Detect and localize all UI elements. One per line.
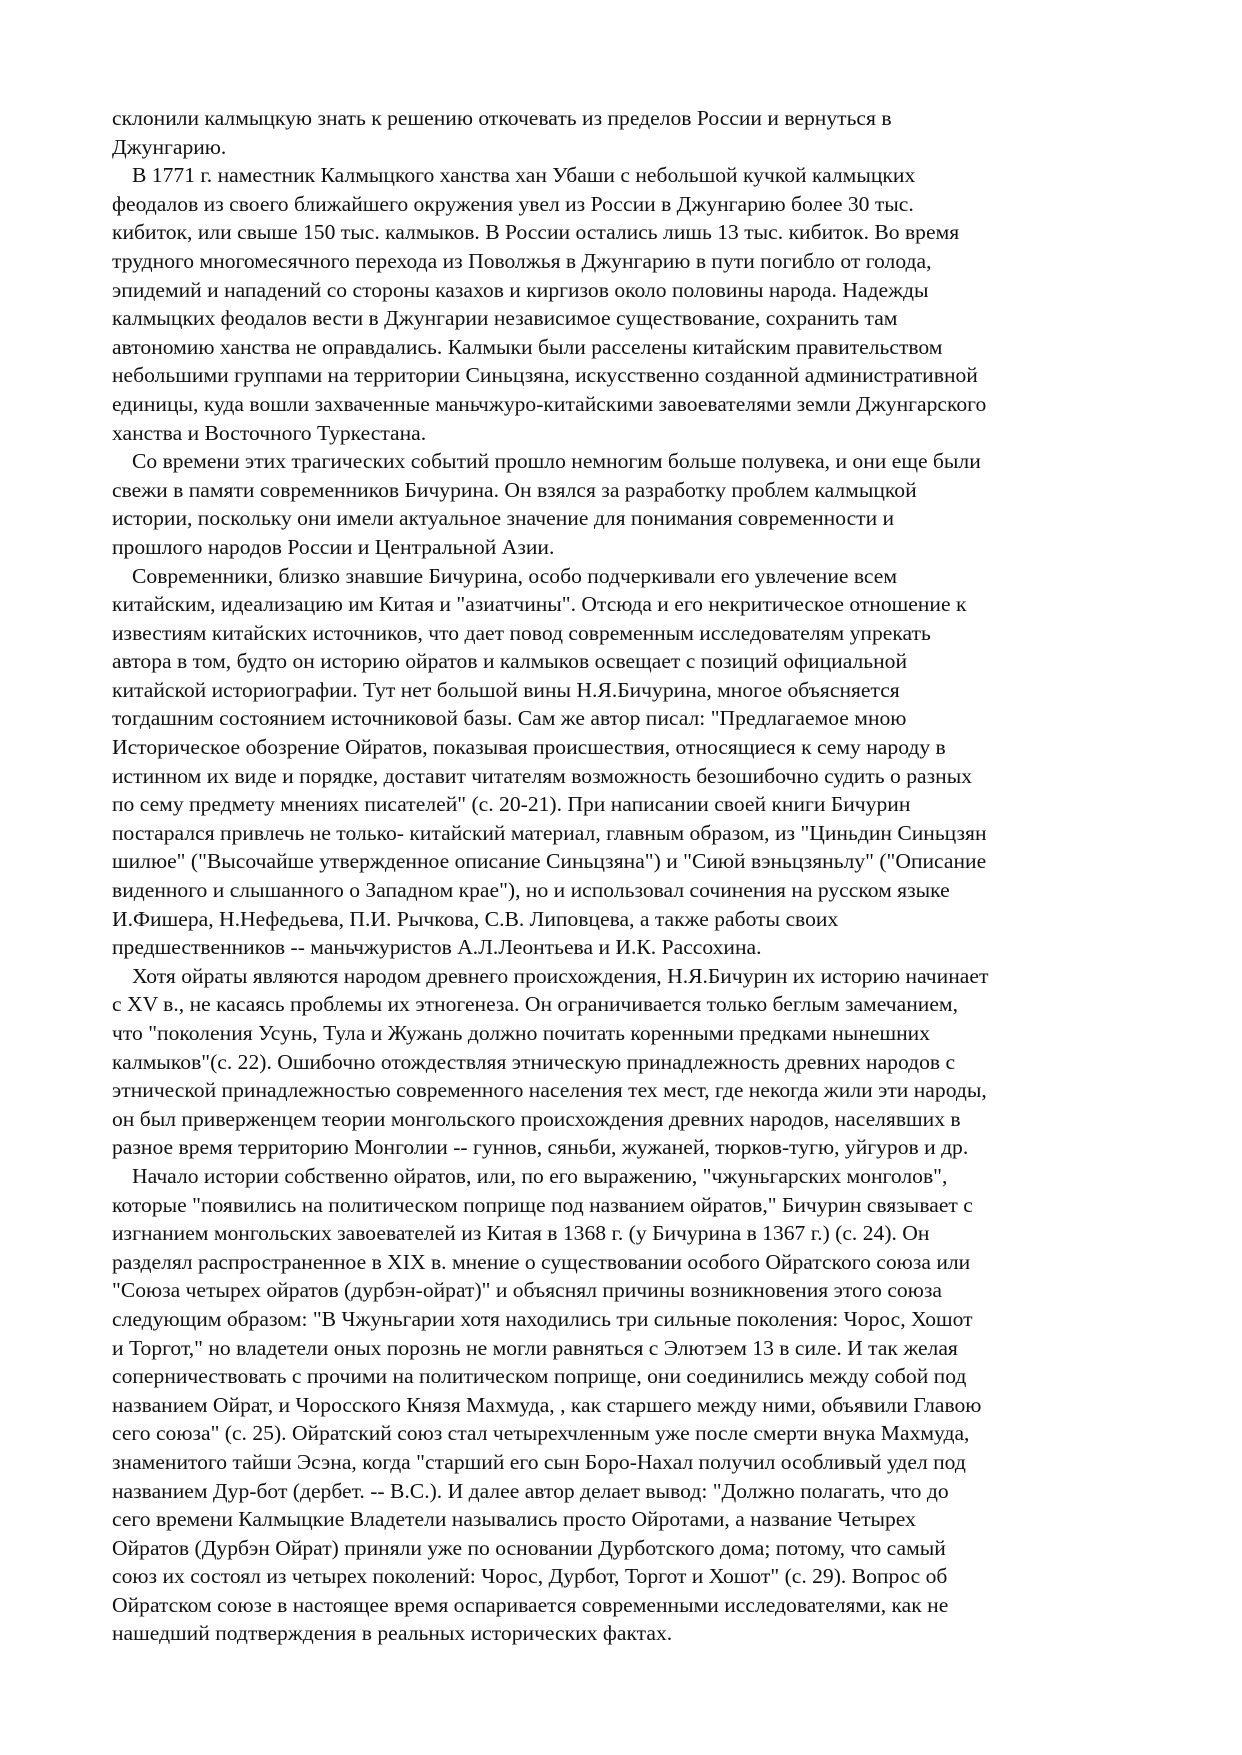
text-line: феодалов из своего ближайшего окружения увел из России в Джунгарию более 30 тыс. — [112, 191, 914, 216]
text-line: нашедший подтверждения в реальных исторических фактах. — [112, 1621, 673, 1646]
text-line: эпидемий и нападений со стороны казахов и киргизов около половины народа. Надежды — [112, 277, 929, 302]
text-line: предшественников -- маньчжуристов А.Л.Леонтьева и И.К. Рассохина. — [112, 935, 762, 960]
text-line: следующим образом: "В Чжуньгарии хотя находились три сильные поколения: Чорос, Хошот — [112, 1306, 973, 1331]
text-line: прошлого народов России и Центральной Азии. — [112, 534, 555, 559]
text-line: автономию ханства не оправдались. Калмыки были расселены китайским правительством — [112, 334, 943, 359]
paragraph — [112, 447, 1142, 561]
text-line: знаменитого тайши Эсэна, когда "старший его сын Боро-Нахал получил особливый удел под — [112, 1449, 966, 1474]
text-line: калмыков"(с. 22). Ошибочно отождествляя этническую принадлежность древних народов с — [112, 1049, 956, 1074]
text-line: Ойратском союзе в настоящее время оспаривается современными исследователями, как не — [112, 1592, 949, 1617]
text-line: автора в том, будто он историю ойратов и калмыков освещает с позиций официальной — [112, 649, 908, 674]
text-line: известиям китайских источников, что дает повод современным исследователям упрекать — [112, 620, 931, 645]
text-line: склонили калмыцкую знать к решению откочевать из пределов России и вернуться в — [112, 106, 892, 130]
text-line: соперничествовать с прочими на политическом поприще, они соединились между собой под — [112, 1364, 967, 1389]
text-line: по сему предмету мнениях писателей" (с. 20-21). При написании своей книги Бичурин — [112, 792, 911, 817]
document-page — [112, 104, 1142, 1648]
text-line: свежи в памяти современников Бичурина. Он взялся за разработку проблем калмыцкой — [112, 477, 917, 502]
text-line: шилюе" ("Высочайше утвержденное описание Синьцзяна") и "Сиюй вэньцзяньлу" ("Описание — [112, 849, 987, 874]
text-line: истинном их виде и порядке, доставит читателям возможность безошибочно судить о разных — [112, 763, 973, 788]
text-line: что "поколения Усунь, Тула и Жужань должно почитать коренными предками нынешних — [112, 1021, 930, 1045]
text-line: виденного и слышанного о Западном крае"), но и использовал сочинения на русском языке — [112, 878, 950, 903]
text-line: И.Фишера, Н.Нефедьева, П.И. Рычкова, С.В. Липовцева, а также работы своих — [112, 906, 839, 931]
text-line: союз их состоял из четырех поколений: Чорос, Дурбот, Торгот и Хошот" (с. 29). Вопрос об — [112, 1564, 948, 1589]
text-line: Хотя ойраты являются народом древнего происхождения, Н.Я.Бичурин их историю начинает — [132, 963, 989, 988]
paragraph — [112, 962, 1142, 1162]
text-line: небольшими группами на территории Синьцзяна, искусственно созданной административной — [112, 363, 978, 388]
text-line: В 1771 г. наместник Калмыцкого ханства хан Убаши с небольшой кучкой калмыцких — [132, 163, 916, 188]
text-line: Ойратов (Дурбэн Ойрат) приняли уже по основании Дурботского дома; потому, что самый — [112, 1535, 946, 1560]
text-line: сего времени Калмыцкие Владетели назывались просто Ойротами, а название Четырех — [112, 1507, 916, 1532]
text-line: калмыцких феодалов вести в Джунгарии независимое существование, сохранить там — [112, 306, 898, 331]
text-line: кибиток, или свыше 150 тыс. калмыков. В России остались лишь 13 тыс. кибиток. Во время — [112, 220, 960, 245]
text-line: этнической принадлежностью современного населения тех мест, где некогда жили эти народы, — [112, 1078, 987, 1103]
text-line: Современники, близко знавшие Бичурина, особо подчеркивали его увлечение всем — [132, 563, 898, 588]
text-line: сего союза" (с. 25). Ойратский союз стал четырехчленным уже после смерти внука Махмуда, — [112, 1421, 970, 1446]
text-line: истории, поскольку они имели актуальное значение для понимания современности и — [112, 506, 895, 531]
text-line: Историческое обозрение Ойратов, показывая происшествия, относящиеся к сему народу в — [112, 735, 946, 760]
text-line: разделял распространенное в XIX в. мнение о существовании особого Ойратского союза или — [112, 1249, 971, 1274]
text-line: Со времени этих трагических событий прошло немногим больше полувека, и они еще были — [132, 449, 981, 474]
text-line: китайской историографии. Тут нет большой вины Н.Я.Бичурина, многое объясняется — [112, 677, 900, 702]
paragraph — [112, 1162, 1142, 1648]
text-line: ханства и Восточного Туркестана. — [112, 420, 427, 445]
text-line: тогдашним состоянием источниковой базы. Сам же автор писал: "Предлагаемое мною — [112, 706, 907, 731]
text-line: китайским, идеализацию им Китая и "азиатчины". Отсюда и его некритическое отношение к — [112, 592, 967, 617]
text-line: изгнанием монгольских завоевателей из Китая в 1368 г. (у Бичурина в 1367 г.) (с. 24). Он — [112, 1221, 930, 1246]
text-line: с XV в., не касаясь проблемы их этногенеза. Он ограничивается только беглым замечанием, — [112, 992, 958, 1017]
text-line: и Торгот," но владетели оных порознь не могли равняться с Элютэем 13 в силе. И так желая — [112, 1335, 958, 1360]
text-line: единицы, куда вошли захваченные маньчжуро-китайскими завоевателями земли Джунгарского — [112, 391, 987, 416]
text-line: разное время территорию Монголии -- гуннов, сяньби, жужаней, тюрков-тугю, уйгуров и др. — [112, 1135, 969, 1160]
text-line: которые "появились на политическом поприще под названием ойратов," Бичурин связывает с — [112, 1192, 973, 1217]
paragraph — [112, 104, 1142, 161]
text-line: он был приверженцем теории монгольского происхождения древних народов, населявших в — [112, 1106, 961, 1131]
text-line: постарался привлечь не только- китайский материал, главным образом, из "Циньдин Синьцзян — [112, 820, 987, 845]
text-line: Начало истории собственно ойратов, или, по его выражению, "чжуньгарских монголов", — [132, 1163, 948, 1188]
text-line: трудного многомесячного перехода из Поволжья в Джунгарию в пути погибло от голода, — [112, 248, 932, 273]
paragraph — [112, 562, 1142, 962]
text-line: названием Дур-бот (дербет. -- В.С.). И далее автор делает вывод: "Должно полагать, что до — [112, 1478, 949, 1503]
paragraph — [112, 161, 1142, 447]
text-line: "Союза четырех ойратов (дурбэн-ойрат)" и объяснял причины возникновения этого союза — [112, 1278, 942, 1303]
text-line: названием Ойрат, и Чоросского Князя Махмуда, , как старшего между ними, объявили Главою — [112, 1392, 982, 1417]
text-line: Джунгарию. — [112, 134, 227, 159]
